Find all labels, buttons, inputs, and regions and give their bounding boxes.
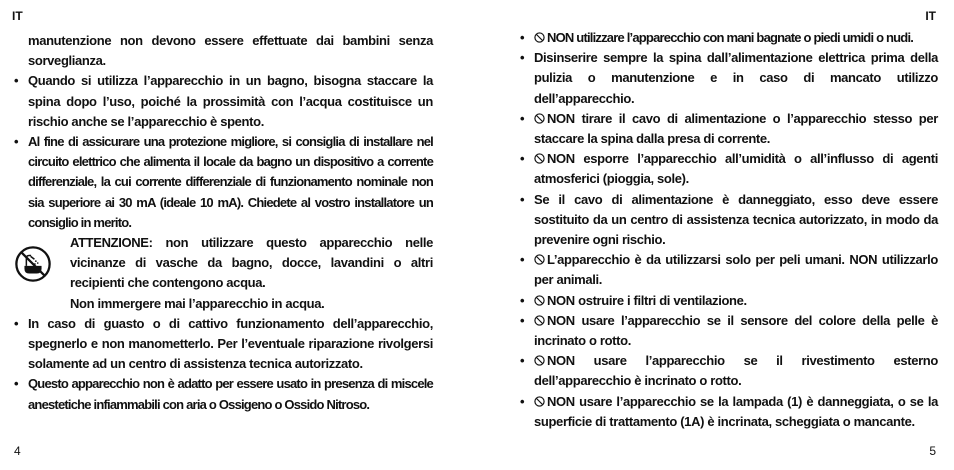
warning-text-2: Non immergere mai l’apparecchio in acqua. — [70, 295, 325, 311]
list-item — [14, 314, 433, 375]
bullet-dot: • — [520, 110, 525, 126]
list-item-text: NON usare l’apparecchio se il rivestimento esterno dell’apparecchio è incrinato o rotto. — [534, 353, 938, 389]
prohibited-icon — [534, 396, 545, 407]
continuation-text: manutenzione non devono essere effettuate dai bambini senza sorveglianza. — [28, 33, 433, 69]
language-label: IT — [12, 9, 23, 23]
bullet-dot: • — [520, 252, 525, 268]
list-item-text: Al fine di assicurare una protezione migliore, si consiglia di installare nel circuito elettrico che alimenta il locale da bagno un dispositivo a corrente differenziale, la cui corrente differenziale di funzionamento nominale non sia superiore ai 30 mA (ideale 10 mA). Chiedete al vostro installatore un consiglio in merito. — [28, 134, 433, 230]
list-item-text: L’apparecchio è da utilizzarsi solo per peli umani. NON utilizzarlo per animali. — [534, 252, 938, 288]
bullet-dot: • — [520, 191, 525, 207]
page-right — [477, 0, 954, 470]
list-item-text: Disinserire sempre la spina dall’alimentazione elettrica prima della pulizia o manutenzione e in caso di mancato utilizzo dell’apparecchio. — [534, 50, 938, 106]
bullet-dot: • — [520, 353, 525, 369]
prohibited-icon — [534, 295, 545, 306]
list-item — [14, 132, 433, 233]
warning-text: ATTENZIONE: non utilizzare questo apparecchio nelle vicinanze di vasche da bagno, docce, lavandini o altri recipienti che contengono acqua. — [70, 235, 433, 291]
bullet-dot: • — [520, 393, 525, 409]
bullet-dot: • — [520, 50, 525, 66]
right-content — [520, 28, 938, 432]
list-item — [520, 291, 938, 311]
bullet-dot: • — [14, 134, 18, 150]
list-item-text: Quando si utilizza l’apparecchio in un bagno, bisogna staccare la spina dopo l’uso, poiché la prossimità con l’acqua costituisce un rischio anche se l’apparecchio è spento. — [28, 73, 433, 129]
warning-block — [14, 233, 433, 314]
list-item — [520, 311, 938, 351]
list-item — [520, 250, 938, 290]
list-item-text: NON usare l’apparecchio se il sensore del colore della pelle è incrinato o rotto. — [534, 312, 938, 349]
list-item-text: NON usare l’apparecchio se la lampada (1) è danneggiata, o se la superficie di trattamento (1A) è incrinata, scheggiata o mancante. — [534, 393, 938, 429]
bullet-dot: • — [14, 73, 19, 89]
list-item — [520, 392, 938, 432]
list-item — [14, 71, 433, 132]
list-item-text: NON utilizzare l’apparecchio con mani bagnate o piedi umidi o nudi. — [547, 30, 914, 45]
list-item — [520, 190, 938, 251]
bullet-dot: • — [520, 312, 525, 328]
prohibited-icon — [534, 113, 545, 124]
list-item-text: NON ostruire i filtri di ventilazione. — [547, 292, 747, 308]
no-water-bath-icon — [14, 245, 52, 283]
list-item — [520, 48, 938, 109]
page-number: 5 — [929, 444, 936, 458]
bullet-dot: • — [520, 151, 525, 167]
left-content — [14, 31, 433, 415]
list-item — [520, 28, 938, 48]
page-number: 4 — [14, 444, 21, 458]
list-item-text: In caso di guasto o di cattivo funzionamento dell’apparecchio, spegnerlo e non manometterlo. Per l’eventuale riparazione rivolgersi solamente ad un centro di assistenza tecnica autorizzato. — [28, 315, 433, 372]
bullet-dot: • — [14, 315, 19, 331]
bullet-dot: • — [520, 30, 524, 45]
language-label: IT — [925, 9, 936, 23]
list-item — [520, 351, 938, 391]
list-item-text: Questo apparecchio non è adatto per essere usato in presenza di miscele anestetiche infiammabili con aria o Ossigeno o Ossido Nitroso. — [28, 376, 433, 412]
bullet-dot: • — [14, 376, 18, 392]
list-item-text: NON esporre l’apparecchio all’umidità o all’influsso di agenti atmosferici (pioggia, sole). — [534, 151, 938, 187]
list-item-text: NON tirare il cavo di alimentazione o l’apparecchio stesso per staccare la spina dalla presa di corrente. — [534, 110, 938, 147]
list-item — [520, 109, 938, 149]
list-item-text: Se il cavo di alimentazione è danneggiato, esso deve essere sostituito da un centro di assistenza tecnica autorizzato, in modo da prevenire ogni rischio. — [534, 191, 938, 248]
prohibited-icon — [534, 355, 545, 366]
prohibited-icon — [534, 254, 545, 265]
prohibited-icon — [534, 32, 545, 43]
prohibited-icon — [534, 153, 545, 164]
prohibited-icon — [534, 315, 545, 326]
list-item — [14, 374, 433, 414]
list-item — [520, 149, 938, 189]
bullet-dot: • — [520, 292, 525, 308]
